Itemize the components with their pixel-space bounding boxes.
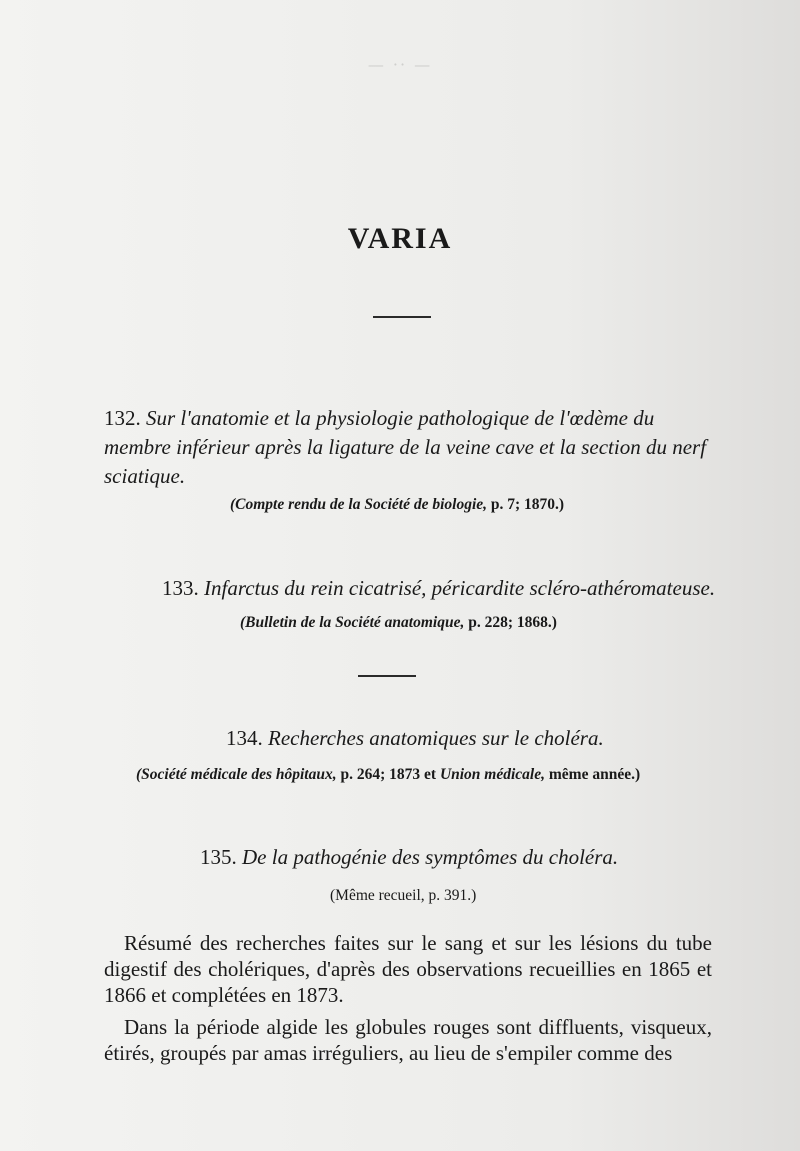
entry-number: 132. [104,406,141,430]
entry-title: Infarctus du rein cicatrisé, péricardite scléro-athéromateuse. [204,576,716,600]
entry-title: De la pathogénie des symptômes du choléra. [242,845,619,869]
section-divider [373,316,431,318]
source-journal: (Société médicale des hôpitaux, [136,766,337,783]
entry-title: Recherches anatomiques sur le choléra. [268,726,604,750]
entry-135-source: (Même recueil, p. 391.) [330,887,477,904]
entry-132-source [230,496,564,514]
source-details: p. 228; 1868.) [464,614,557,631]
source-journal-2: Union médicale, [439,766,545,783]
entry-134-source [136,766,640,784]
entry-133-source [240,614,557,632]
entry-title: Sur l'anatomie et la physiologie pathologique de l'œdème du membre inférieur après la ligature de la veine cave et la section du nerf sciatique. [104,406,707,488]
paragraph-1: Résumé des recherches faites sur le sang et sur les lésions du tube digestif des cholériques, d'après des observations recueillies en 1865 et 1866 et complétées en 1873. [104,931,712,1007]
source-details: p. 264; 1873 et [336,766,440,783]
source-journal: (Bulletin de la Société anatomique, [240,614,465,631]
section-title: VARIA [347,222,453,255]
divider [358,675,416,677]
entry-number: 134. [226,726,263,750]
source-details-2: même année.) [545,766,641,783]
entry-number: 133. [162,576,199,600]
entry-135 [200,843,720,872]
entry-132 [104,404,712,491]
paragraph-2: Dans la période algide les globules rouges sont diffluents, visqueux, étirés, groupés par amas irréguliers, au lieu de s'empiler comme des [104,1015,712,1065]
source-journal: (Compte rendu de la Société de biologie, [230,496,488,513]
entry-133 [162,574,722,603]
entry-134 [226,724,726,753]
body-text [104,930,712,1066]
bleed-through-page-number: — ·· — [367,55,433,74]
entry-number: 135. [200,845,237,869]
source-details: p. 7; 1870.) [487,496,565,513]
bleed-through-line [95,92,715,114]
